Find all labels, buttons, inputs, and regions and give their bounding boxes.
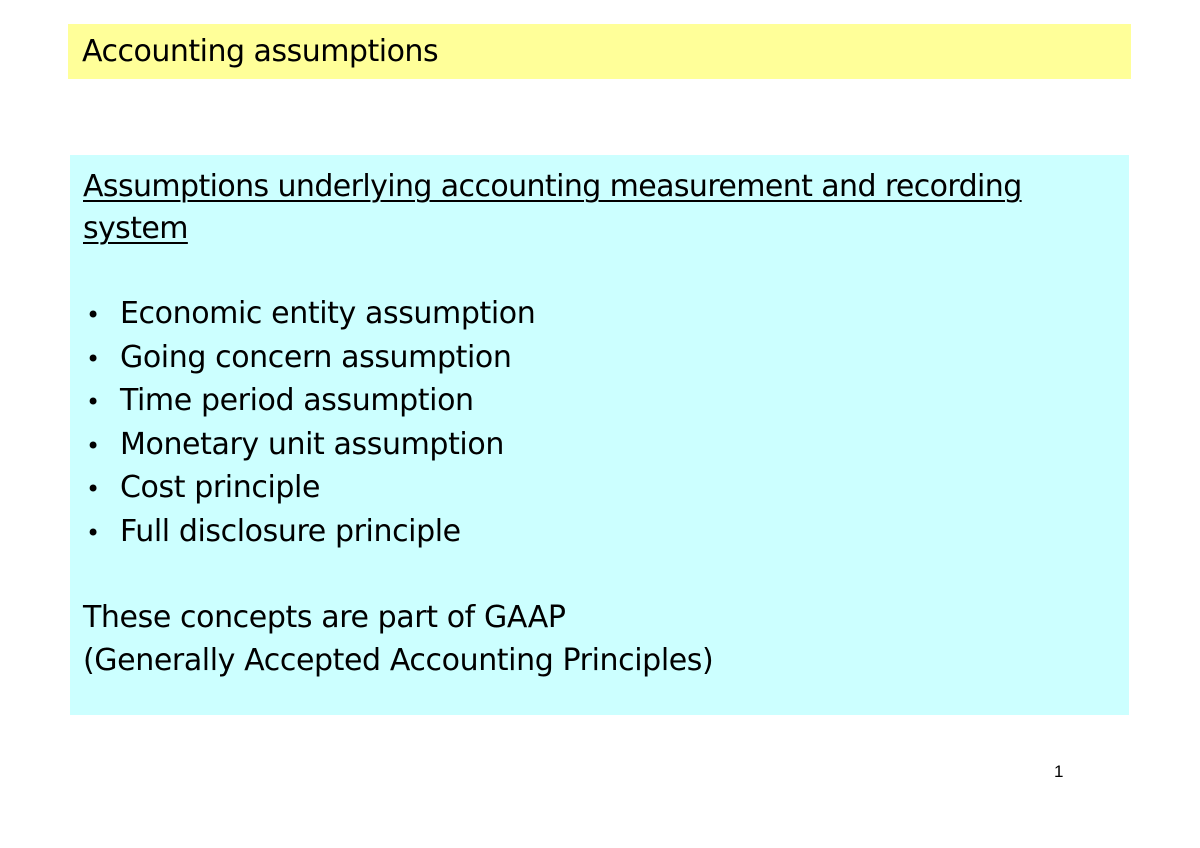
assumptions-list [83, 293, 1119, 554]
gaap-note [83, 597, 1119, 682]
slide-title-bar [68, 24, 1131, 79]
bullet-icon: • [86, 301, 100, 329]
slide-title: Accounting assumptions [82, 34, 439, 69]
list-item [83, 380, 1119, 424]
list-item-text: Cost principle [120, 470, 321, 505]
page-number: 1 [1054, 762, 1064, 781]
list-item [83, 467, 1119, 511]
list-item [83, 424, 1119, 468]
list-item-text: Full disclosure principle [120, 513, 461, 549]
gaap-note-line-2: (Generally Accepted Accounting Principles) [83, 642, 714, 678]
list-item-text: Monetary unit assumption [120, 426, 504, 462]
section-heading: Assumptions underlying accounting measurement and recording system [83, 169, 1022, 246]
bullet-icon: • [86, 431, 100, 460]
list-item [83, 337, 1119, 381]
bullet-icon: • [86, 475, 100, 503]
list-item [83, 293, 1119, 337]
bullet-icon: • [86, 344, 100, 373]
bullet-icon: • [86, 388, 100, 416]
list-item [83, 511, 1119, 555]
bullet-icon: • [86, 518, 100, 547]
content-box [70, 155, 1129, 715]
list-item-text: Time period assumption [120, 383, 474, 418]
list-item-text: Economic entity assumption [120, 296, 536, 331]
list-item-text: Going concern assumption [120, 339, 512, 375]
gaap-note-line-1: These concepts are part of GAAP [83, 600, 566, 635]
